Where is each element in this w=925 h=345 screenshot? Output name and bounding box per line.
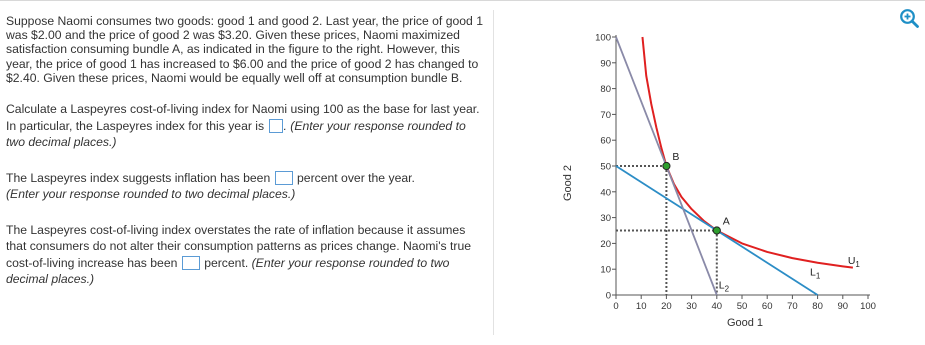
chart-axes (616, 35, 870, 295)
inflation-input[interactable] (275, 171, 293, 185)
x-tick-label: 20 (661, 301, 672, 312)
part1-hint: . (Enter your response rounded to two decimal places.) (6, 118, 466, 150)
bundle-label-b: B (672, 151, 680, 163)
y-tick-label: 10 (600, 264, 611, 276)
x-tick-label: 40 (711, 301, 723, 312)
panel-divider (493, 10, 494, 335)
y-tick-label: 60 (600, 135, 611, 147)
x-tick-label: 90 (837, 301, 849, 312)
part3-text-after: percent. (204, 255, 249, 270)
laspeyres-index-input[interactable] (269, 119, 283, 133)
indifference-chart (540, 20, 885, 340)
zoom-in-icon[interactable] (899, 8, 919, 28)
x-tick-label: 10 (635, 301, 647, 312)
label-u1: $U_1$ (847, 255, 860, 270)
y-tick-label: 0 (605, 290, 611, 302)
x-axis-label: Good 1 (726, 317, 764, 329)
x-tick-label: 50 (736, 301, 748, 312)
y-tick-label: 100 (595, 32, 611, 44)
true-cost-increase-input[interactable] (182, 256, 200, 270)
bundle-point-b (663, 162, 670, 169)
chart-ticks (595, 33, 876, 313)
chart-guides (616, 166, 717, 295)
part1-text: Calculate a Laspeyres cost-of-living index for Naomi using 100 as the base for last year. In particular, the Laspeyres index for this year is (6, 102, 480, 133)
x-tick-label: 80 (812, 301, 823, 312)
y-axis-label: Good 2 (562, 164, 574, 202)
label-l2: $L_2$ (718, 279, 730, 294)
bundle-point-a (713, 227, 720, 234)
x-tick-label: 60 (761, 301, 773, 312)
top-border (0, 0, 925, 1)
part3-hint: (Enter your response rounded to two decimal places.) (6, 255, 450, 287)
question-panel (6, 14, 488, 288)
y-tick-label: 30 (600, 213, 611, 225)
x-tick-label: 30 (686, 301, 697, 312)
part2-text-after: percent over the year. (297, 170, 415, 185)
x-tick-label: 0 (613, 301, 619, 312)
part2-text: The Laspeyres index suggests inflation has been (6, 170, 271, 185)
x-tick-label: 70 (787, 301, 798, 312)
y-tick-label: 80 (600, 84, 611, 96)
question-part-2 (6, 170, 488, 203)
y-tick-label: 50 (600, 161, 611, 173)
chart-marks (663, 151, 861, 294)
x-tick-label: 100 (860, 301, 876, 312)
label-l1: $L_1$ (810, 266, 821, 281)
y-tick-label: 20 (600, 238, 611, 250)
y-tick-label: 90 (600, 58, 611, 70)
chart-lines (616, 37, 853, 295)
question-part-1 (6, 101, 488, 151)
question-part-3 (6, 222, 488, 288)
part2-hint: (Enter your response rounded to two decimal places.) (6, 187, 296, 202)
part3-text: The Laspeyres cost-of-living index overstates the rate of inflation because it assumes that consumers do not alter their consumption patterns as prices change. Naomi's true cost-of-living increase has been (6, 222, 472, 270)
y-tick-label: 70 (600, 109, 611, 121)
bundle-label-a: A (722, 215, 730, 228)
y-tick-label: 40 (600, 187, 611, 199)
question-intro: Suppose Naomi consumes two goods: good 1 and good 2. Last year, the price of good 1 was $2.00 and the price of good 2 was $3.20. Given these prices, Naomi maximized satisfaction consuming bundle A, as indicated in the figure to the right. However, this year, the price of good 1 has increased to $6.00 and the price of good 2 has changed to $2.40. Given these prices, Naomi would be equally well off at consumption bundle B. (6, 14, 483, 85)
